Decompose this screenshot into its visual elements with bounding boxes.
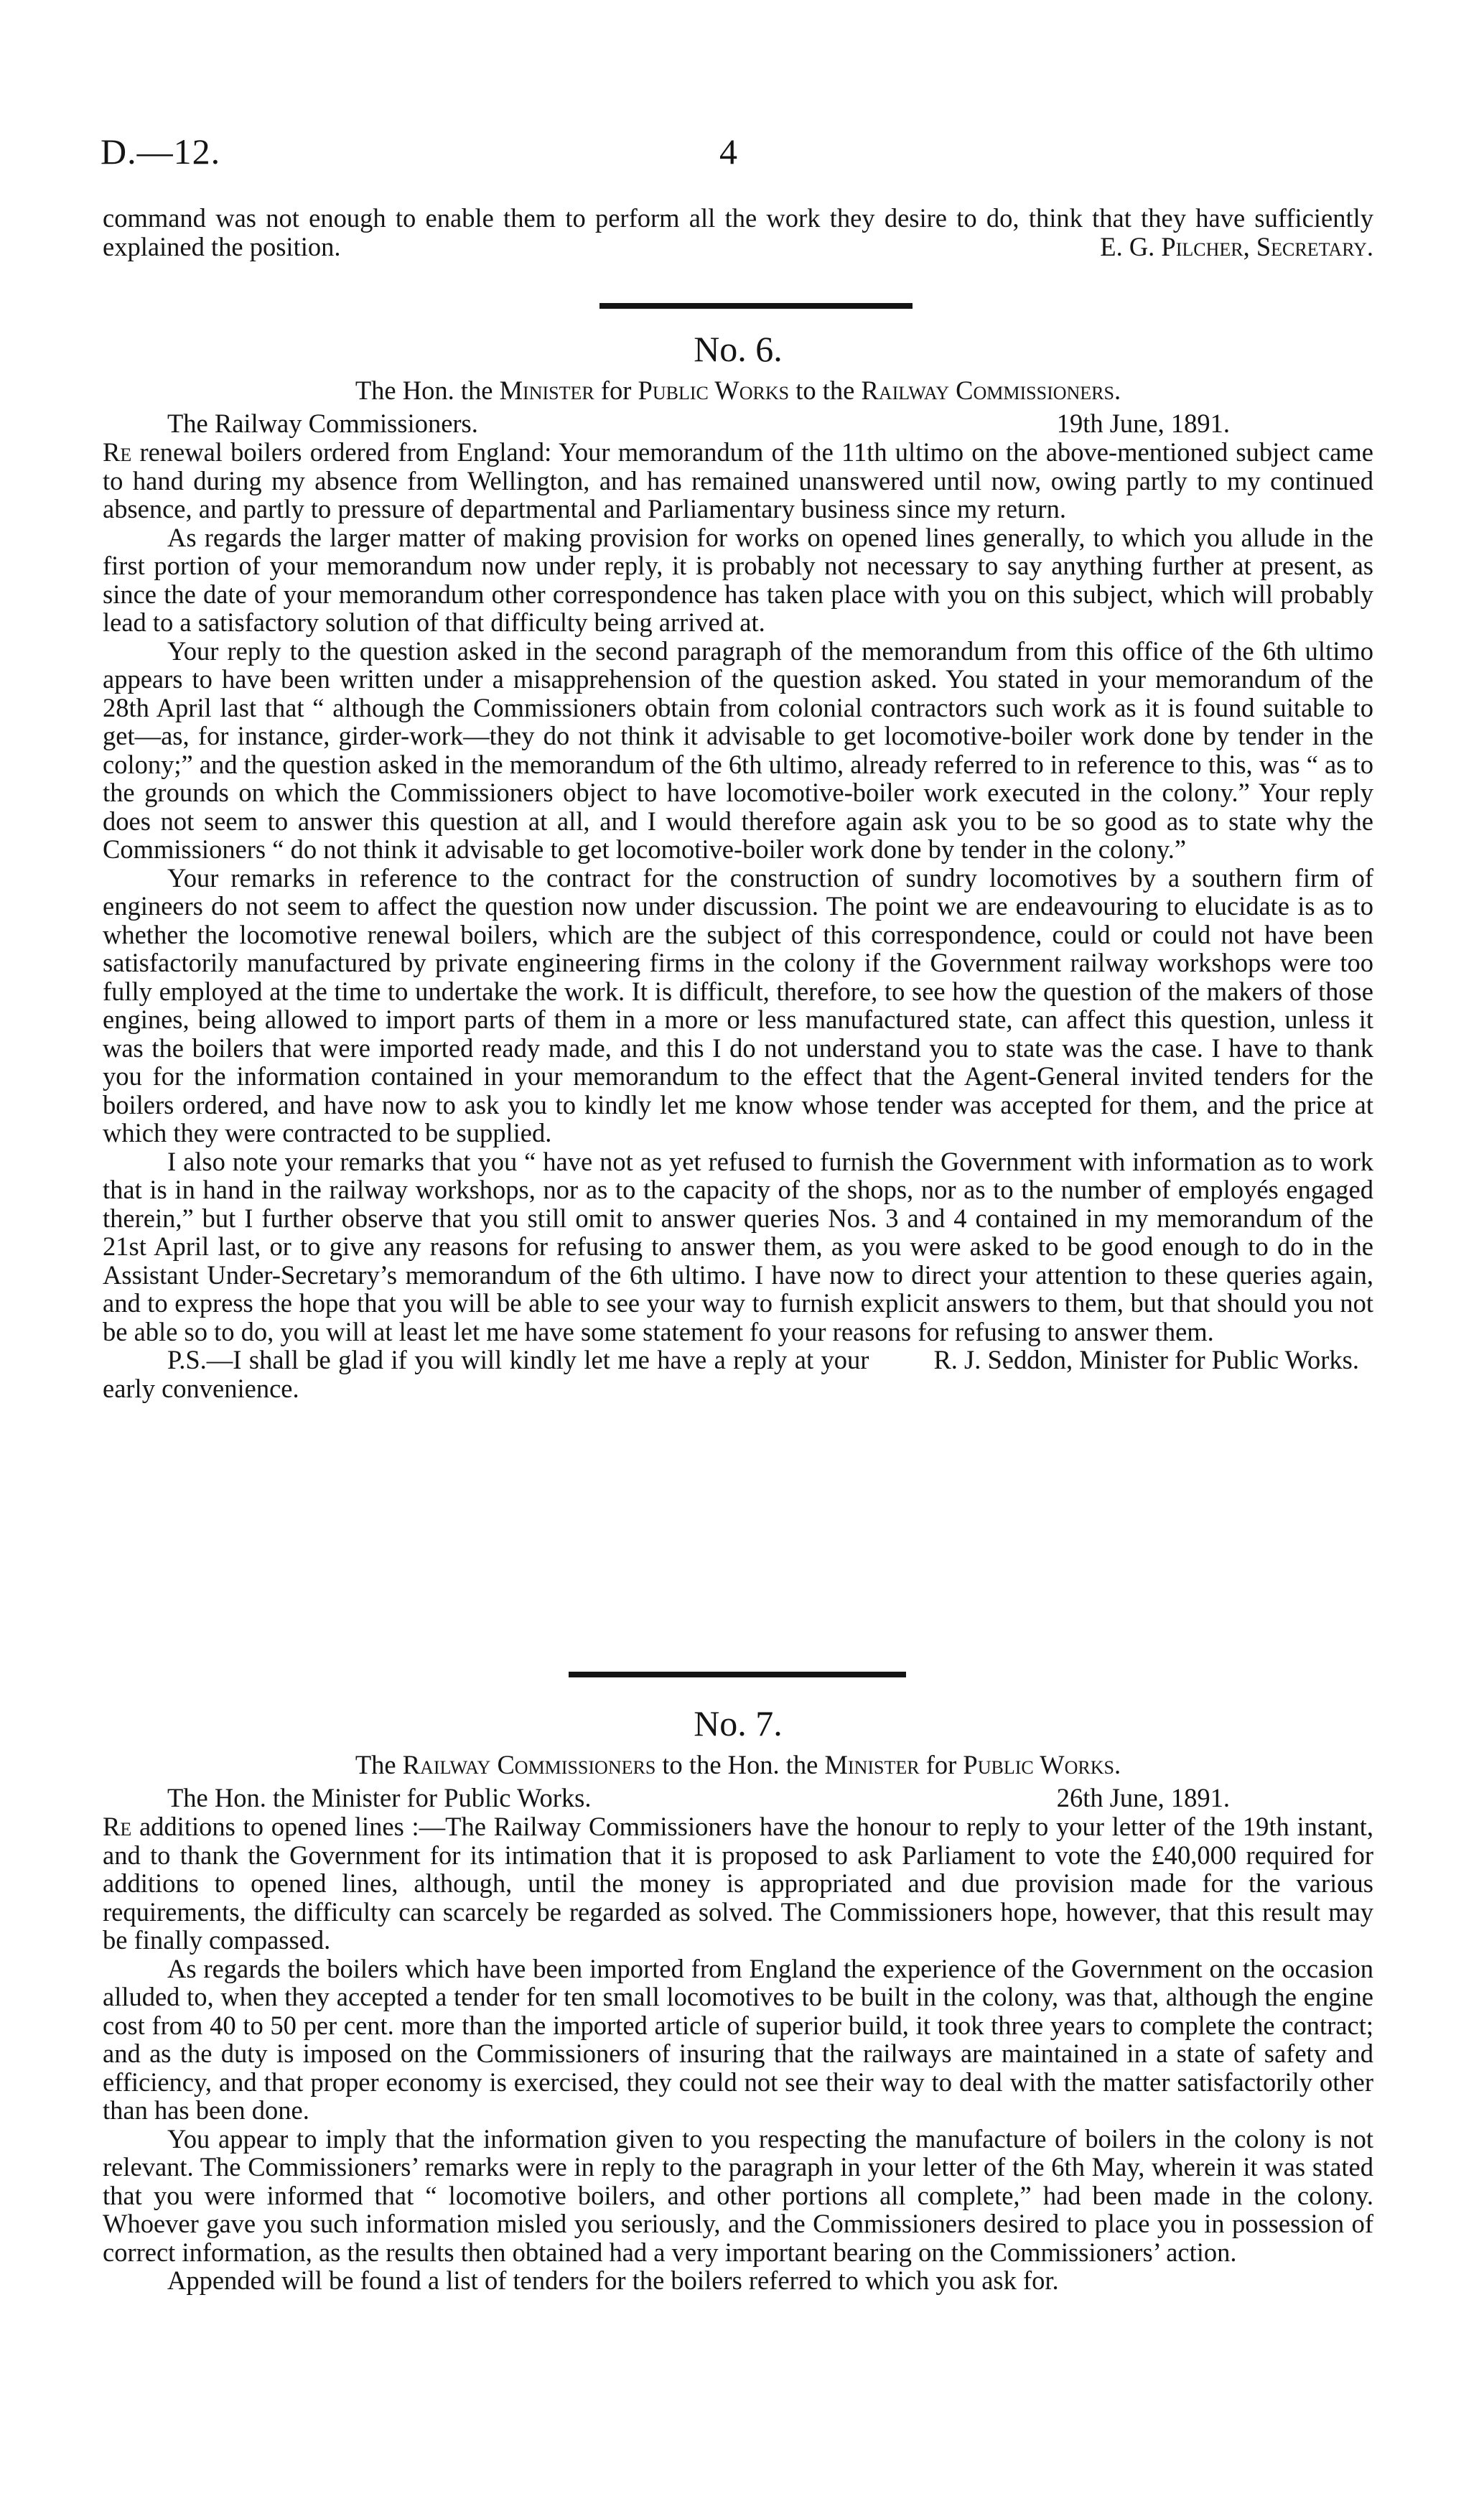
section-divider-2 xyxy=(569,1672,906,1677)
doc-6-section xyxy=(103,329,1373,1402)
doc-7-paragraph-3: You appear to imply that the information given to you respecting the manufacture of boilers in the colony is not relevant. The Commissioners’ remarks were in reply to the paragraph in your letter of the 6th May, wherein it was stated that you were informed that “ locomotive boilers, and other portions all complete,” had been made in the colony. Whoever gave you such information misled you seriously, and the Commissioners desired to place you in possession of correct information, as the results then obtained had a very important bearing on the Commissioners’ action. xyxy=(103,2123,1373,2267)
doc-7-date: 26th June, 1891. xyxy=(1056,1783,1230,1812)
intro-text: command was not enough to enable them to perform all the work they desire to do, think that they have sufficiently explained the position. xyxy=(103,203,1373,261)
doc-6-paragraph-1: Re renewal boilers ordered from England: Your memorandum of the 11th ultimo on the above-mentioned subject came to hand during my absence from Wellington, and has remained unanswered until now, owing partly to my continued absence, and partly to pressure of departmental and Parliamentary business since my return. xyxy=(103,437,1373,523)
doc-7-paragraph-1: Re additions to opened lines :—The Railway Commissioners have the honour to reply to your letter of the 19th instant, and to thank the Government for its intimation that it is proposed to ask Parliament to vote the £40,000 required for additions to opened lines, although, until the money is appropriated and due provision made for the various requirements, the difficulty can scarcely be regarded as solved. The Commissioners hope, however, that this result may be finally compassed. xyxy=(103,1812,1373,1955)
doc-6-paragraph-2: As regards the larger matter of making provision for works on opened lines generally, to which you allude in the first portion of your memorandum now under reply, it is probably not necessary to say anything further at present, as since the date of your memorandum other correspondence has taken place with you on this subject, which will probably lead to a satisfactory solution of that difficulty being arrived at. xyxy=(103,522,1373,637)
doc-7-number: No. 7. xyxy=(694,1703,783,1743)
doc-7-addressee: The Hon. the Minister for Public Works. xyxy=(167,1783,592,1812)
doc-6-paragraph-4: Your remarks in reference to the contract for the construction of sundry locomotives by a southern firm of engineers do not seem to affect the question now under discussion. The point we are endeavouring to elucidate is as to whether the locomotive renewal boilers, which are the subject of this correspondence, could or could not have been satisfactorily manufactured by private engineering firms in the colony if the Government railway workshops were too fully employed at the time to undertake the work. It is difficult, therefore, to see how the question of the makers of those engines, being allowed to import parts of them in a more or less manufactured state, can affect this question, unless it was the boilers that were imported ready made, and this I do not understand you to state was the case. I have to thank you for the information contained in your memorandum to the effect that the Agent-General invited tenders for the boilers ordered, and have now to ask you to kindly let me know whose tender was accepted for them, and the price at which they were contracted to be supplied. xyxy=(103,862,1373,1147)
intro-paragraph xyxy=(103,204,1373,261)
doc-6-title: The Hon. the Minister for Public Works to the Railway Commissioners. xyxy=(355,376,1121,405)
doc-6-paragraph-5: I also note your remarks that you “ have not as yet refused to furnish the Government with information as to work that is in hand in the railway workshops, nor as to the capacity of the shops, nor as to the number of employés engaged therein,” but I further observe that you still omit to answer queries Nos. 3 and 4 contained in my memorandum of the 21st April last, or to give any reasons for refusing to answer them, as you were asked to be good enough to do in the Assistant Under-Secretary’s memorandum of the 6th ultimo. I have now to direct your attention to these queries again, and to express the hope that you will be able to see your way to furnish explicit answers to them, but that should you not be able so to do, you will at least let me have some statement fo your reasons for refusing to answer them. R. J. Seddon, Minister for Public Works. xyxy=(103,1146,1373,1374)
doc-6-postscript: P.S.—I shall be glad if you will kindly let me have a reply at your early convenience. xyxy=(103,1345,869,1403)
doc-6-number: No. 6. xyxy=(694,329,783,369)
doc-6-address-line xyxy=(103,409,1373,438)
doc-6-signature: R. J. Seddon, Minister for Public Works. xyxy=(933,1345,1359,1374)
doc-7-paragraph-4: Appended will be found a list of tenders for the boilers referred to which you ask for. xyxy=(167,2266,1059,2295)
doc-7-address-line xyxy=(103,1784,1373,1812)
doc-7-title: The Railway Commissioners to the Hon. the Minister for Public Works. xyxy=(355,1750,1121,1779)
doc-7-section xyxy=(103,1703,1373,2295)
doc-7-paragraph-2: As regards the boilers which have been imported from England the experience of the Government on the occasion alluded to, when they accepted a tender for ten small locomotives to be built in the colony, was that, although the engine cost from 40 to 50 per cent. more than the imported article of superior build, it took three years to complete the contract; and as the duty is imposed on the Commissioners of insuring that the railways are maintained in a state of safety and efficiency, and that proper economy is exercised, they could not see their way to deal with the matter satisfactorily other than has been done. xyxy=(103,1953,1373,2125)
intro-signature: E. G. Pilcher, Secretary. xyxy=(1100,231,1373,261)
page-number: 4 xyxy=(719,131,737,172)
section-divider xyxy=(599,303,913,309)
intro-section xyxy=(103,204,1373,261)
doc-6-addressee: The Railway Commissioners. xyxy=(167,409,478,438)
document-reference: D.—12. xyxy=(101,131,221,172)
doc-6-date: 19th June, 1891. xyxy=(1056,409,1230,438)
doc-6-paragraph-3: Your reply to the question asked in the second paragraph of the memorandum from this office of the 6th ultimo appears to have been written under a misapprehension of the question asked. You stated in your memorandum of the 28th April last that “ although the Commissioners obtain from colonial contractors such work as it is found suitable to get—as, for instance, girder-work—they do not think it advisable to get locomotive-boiler work done by tender in the colony;” and the question asked in the memorandum of the 6th ultimo, already referred to in reference to this, was “ as to the grounds on which the Commissioners object to have locomotive-boiler work executed in the colony.” Your reply does not seem to answer this question at all, and I would therefore again ask you to be so good as to state why the Commissioners “ do not think it advisable to get locomotive-boiler work done by tender in the colony.” xyxy=(103,635,1373,864)
